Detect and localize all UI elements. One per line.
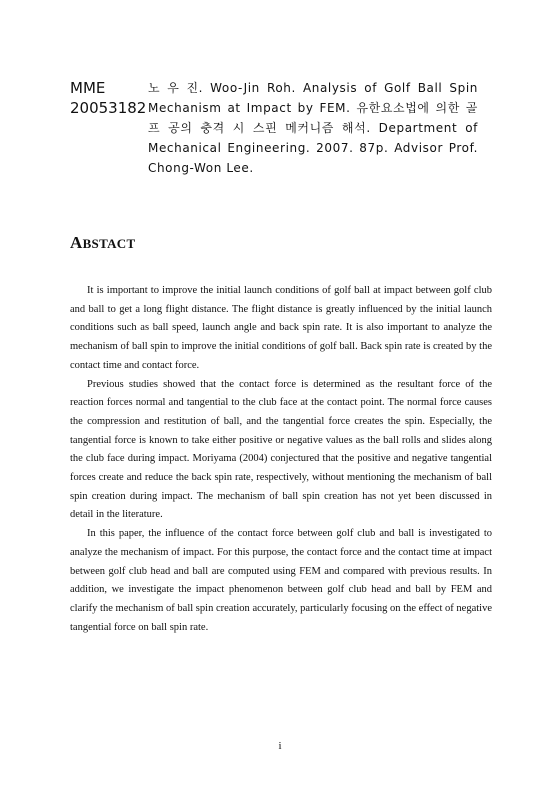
thesis-code: [70, 78, 145, 118]
abstract-paragraph-2: Previous studies showed that the contact force is determined as the resultant force of the reaction forces normal and tangential to the club face at the contact point. The normal force causes the compression and restitution of ball, and the tangential force creates the spin. Especially, the tangential force is known to take either positive or negative values as the ball rolls and slides along the club face during impact. Moriyama (2004) conjectured that the positive and negative tangential forces create and reduce the back spin rate, respectively, without mentioning the mechanism of ball spin creation during impact. The mechanism of ball spin creation has not yet been discussed in detail in the literature.: [70, 378, 492, 521]
abstract-paragraph-3: In this paper, the influence of the contact force between golf club and ball is investigated to analyze the mechanism of impact. For this purpose, the contact force and the contact time at impact between golf club head and ball are computed using FEM and compared with previous results. In addition, we investigate the impact phenomenon between golf club head and ball by FEM and clarify the mechanism of ball spin creation accurately, particularly focusing on the effect of negative tangential force on ball spin rate.: [70, 528, 492, 633]
thesis-citation: 노 우 진. Woo-Jin Roh. Analysis of Golf Ball Spin Mechanism at Impact by FEM. 유한요소법에 의한 골프 공의 충격 시 스핀 메커니즘 해석. Department of Mechanical Engineering. 2007. 87p. Advisor Prof. Chong-Won Lee.: [148, 81, 478, 175]
abstract-heading-rest: BSTACT: [82, 236, 136, 251]
abstract-heading: [70, 233, 135, 253]
abstract-body: [70, 282, 492, 637]
abstract-heading-initial: A: [70, 233, 83, 252]
page-number: i: [278, 740, 282, 752]
student-number: 20053182: [70, 99, 147, 117]
department-code: MME: [70, 79, 106, 97]
abstract-paragraph-1: It is important to improve the initial launch conditions of golf ball at impact between golf club and ball to get a long flight distance. The flight distance is greatly influenced by the initial launch conditions such as ball speed, launch angle and back spin rate. It is also important to analyze the mechanism of ball spin to improve the initial conditions of golf ball. Back spin rate is created by the contact time and contact force.: [70, 285, 492, 371]
